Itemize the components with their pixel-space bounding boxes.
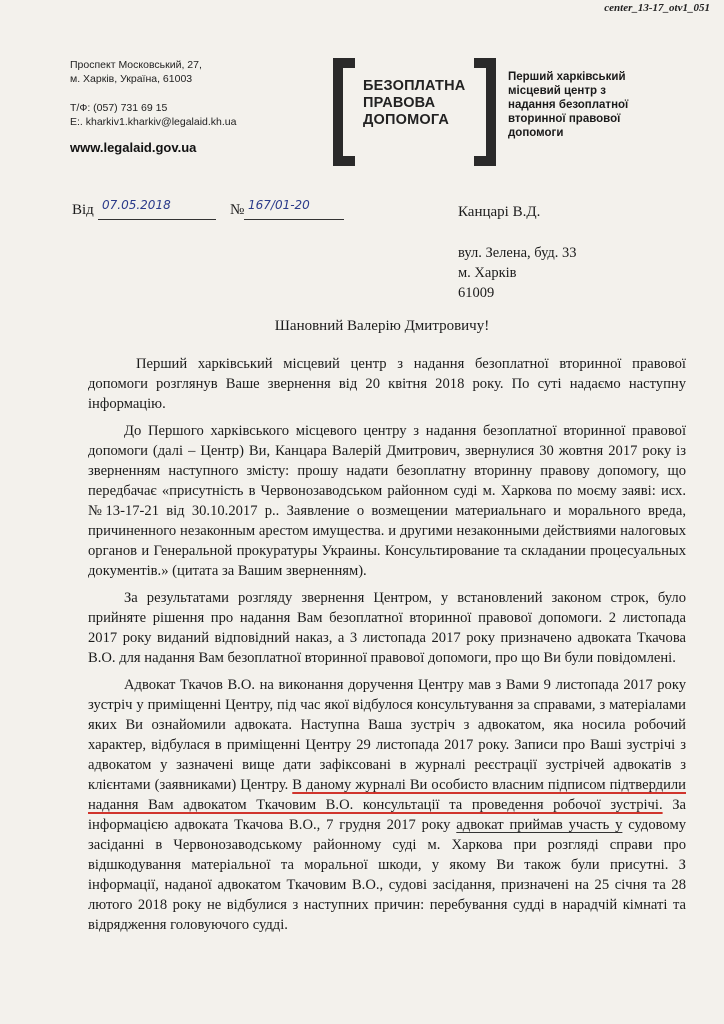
paragraph-1: Перший харківський місцевий центр з надання безоплатної вторинної правової допомоги розглянув Ваше звернення від 20 квітня 2018 року. По суті надаємо наступну інформацію.: [88, 356, 686, 412]
org-contacts: [70, 101, 237, 129]
document-code: center_13-17_otv1_051: [604, 2, 710, 14]
bracket-left-icon: [333, 58, 355, 166]
number-label: №: [230, 202, 245, 218]
recipient-postcode: 61009: [458, 285, 495, 301]
center-name-line-2: місцевий центр з: [508, 85, 606, 97]
paragraph-4-part-a: Адвокат Ткачов В.О. на виконання доручення Центру мав з Вами 9 листопада 2017 року зустріч у приміщенні Центру, під час якої відбулося консультування за справами, з матеріалами яких Ви ознайомили адвоката. Наступна Ваша зустріч з адвокатом, яка носила робочий характер, відбулася в приміщенні Центру 29 листопада 2017 року. Записи про Ваші зустрічі з адвокатом у зазначені вище дати зафіксовані в журналі реєстрації зустрічей адвокатів з клієнтами (заявниками) Центру.: [88, 677, 686, 793]
center-name: [508, 70, 708, 140]
paragraph-2: До Першого харківського місцевого центру з надання безоплатної вторинної правової допомоги (далі – Центр) Ви, Канцара Валерій Дмитрович, звернулися 30 жовтня 2017 року із зверненням наступного змісту: прошу надати безоплатну вторинну правову допомогу, що передбачає «присутність в Червонозаводськом районном суді м. Харкова по моєму заяві: исх. №13-17-21 від 30.10.2017 р.. Заявление о возмещении материальнаго и морального вреда, причиненного незаконным арестом имущества. и другими незаконными действиями налоговых органов и Генеральной прокуратуры Украины. Консультирование та складании процесуальных документів.» (цитата за Вашим зверненням).: [88, 423, 686, 579]
number-underline: [244, 219, 344, 220]
paragraph-4-part-c: судовому засіданні в Червонозаводському районному суді м. Харкова при розгляді справи про відшкодування матеріальної та моральної шкоди, у якому Ви також були присутні. З інформації, наданої адвокатом Ткачовим В.О., судові засідання, призначені на 25 січня та 28 лютого 2018 року не відбулися з наступних причин: перебування судді в нарадчій кімнаті та відрядження головуючого судді.: [88, 817, 686, 933]
logo-line-3: ДОПОМОГА: [363, 112, 450, 128]
phone-fax: Т/Ф: (057) 731 69 15: [70, 102, 168, 114]
logo-line-1: БЕЗОПЛАТНА: [363, 78, 466, 94]
highlighted-confirmation: В даному журналі Ви особисто власним підписом підтвердили надання Вам адвокатом Ткачовим В.О. консультації та проведення робочої зустрічі.: [88, 777, 686, 813]
number-handwritten: 167/01-20: [248, 198, 310, 212]
recipient-street: вул. Зелена, буд. 33: [458, 245, 577, 261]
legal-aid-logo: [333, 58, 496, 166]
date-underline: [98, 219, 216, 220]
bracket-right-icon: [474, 58, 496, 166]
paragraph-4-part-b: За інформацією адвоката Ткачова В.О., 7 грудня 2017 року: [88, 797, 687, 833]
address-line-2: м. Харків, Україна, 61003: [70, 73, 193, 85]
center-name-line-3: надання безоплатної: [508, 99, 629, 111]
letter-body: [88, 354, 686, 942]
addressee-name: Канцарі В.Д.: [458, 204, 541, 220]
address-line-1: Проспект Московський, 27,: [70, 59, 202, 71]
website: www.legalaid.gov.ua: [70, 140, 197, 155]
date-label: Від: [72, 202, 94, 218]
reference-line: [72, 200, 352, 222]
recipient-address: [458, 243, 577, 303]
logo-text: [363, 78, 473, 129]
center-name-line-5: допомоги: [508, 127, 564, 139]
recipient-city: м. Харків: [458, 265, 517, 281]
logo-line-2: ПРАВОВА: [363, 95, 436, 111]
date-handwritten: 07.05.2018: [102, 198, 171, 212]
email: E:. kharkiv1.kharkiv@legalaid.kh.ua: [70, 116, 237, 128]
center-name-line-1: Перший харківський: [508, 71, 626, 83]
salutation: Шановний Валерію Дмитровичу!: [274, 318, 490, 334]
highlighted-participation: адвокат приймав участь у: [456, 817, 623, 833]
paragraph-4: [88, 675, 686, 935]
org-address: [70, 58, 202, 86]
paragraph-3: За результатами розгляду звернення Центром, у встановлений законом строк, було прийняте рішення про надання Вам безоплатної вторинної правової допомоги. 2 листопада 2017 року виданий відповідний наказ, а 3 листопада 2017 року призначено адвоката Ткачова В.О. для надання Вам безоплатної вторинної правової допомоги, про що Ви були повідомлені.: [88, 590, 686, 666]
center-name-line-4: вторинної правової: [508, 113, 621, 125]
